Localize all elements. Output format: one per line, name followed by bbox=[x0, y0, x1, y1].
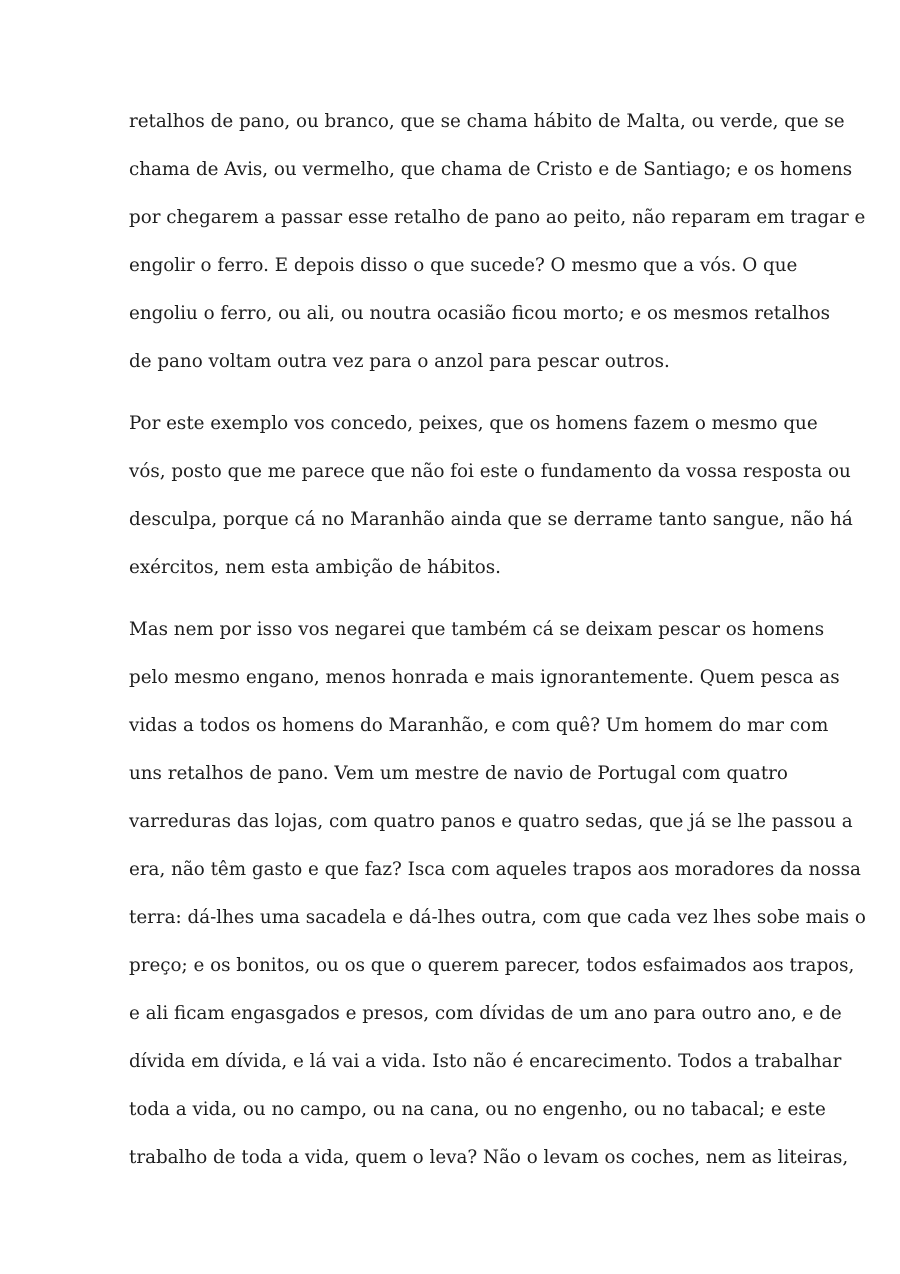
text-line: engolir o ferro. E depois disso o que sucede? O mesmo que a vós. O que bbox=[129, 255, 798, 276]
text-line: terra: dá-lhes uma sacadela e dá-lhes outra, com que cada vez lhes sobe mais o bbox=[129, 907, 866, 928]
document-page bbox=[129, 98, 866, 1196]
text-line: era, não têm gasto e que faz? Isca com aqueles trapos aos moradores da nossa bbox=[129, 859, 861, 880]
text-line: de pano voltam outra vez para o anzol para pescar outros. bbox=[129, 351, 670, 372]
text-line: Mas nem por isso vos negarei que também cá se deixam pescar os homens bbox=[129, 619, 825, 640]
text-line: vós, posto que me parece que não foi este o fundamento da vossa resposta ou bbox=[129, 461, 851, 482]
paragraph-3 bbox=[129, 606, 866, 1182]
paragraph-1 bbox=[129, 98, 866, 386]
text-line: por chegarem a passar esse retalho de pano ao peito, não reparam em tragar e bbox=[129, 207, 866, 228]
text-line: retalhos de pano, ou branco, que se chama hábito de Malta, ou verde, que se bbox=[129, 111, 845, 132]
text-line: vidas a todos os homens do Maranhão, e com quê? Um homem do mar com bbox=[129, 715, 829, 736]
text-line: desculpa, porque cá no Maranhão ainda que se derrame tanto sangue, não há bbox=[129, 509, 853, 530]
text-line: pelo mesmo engano, menos honrada e mais ignorantemente. Quem pesca as bbox=[129, 667, 840, 688]
text-line: preço; e os bonitos, ou os que o querem parecer, todos esfaimados aos trapos, bbox=[129, 955, 855, 976]
text-line: toda a vida, ou no campo, ou na cana, ou no engenho, ou no tabacal; e este bbox=[129, 1099, 826, 1120]
paragraph-2 bbox=[129, 400, 853, 592]
text-line: trabalho de toda a vida, quem o leva? Não o levam os coches, nem as liteiras, bbox=[129, 1147, 849, 1168]
text-line: uns retalhos de pano. Vem um mestre de navio de Portugal com quatro bbox=[129, 763, 788, 784]
text-line: exércitos, nem esta ambição de hábitos. bbox=[129, 557, 501, 578]
text-line: dívida em dívida, e lá vai a vida. Isto não é encarecimento. Todos a trabalhar bbox=[129, 1051, 842, 1072]
text-line: varreduras das lojas, com quatro panos e quatro sedas, que já se lhe passou a bbox=[129, 811, 853, 832]
text-line: engoliu o ferro, ou ali, ou noutra ocasião ficou morto; e os mesmos retalhos bbox=[129, 303, 831, 324]
text-line: Por este exemplo vos concedo, peixes, que os homens fazem o mesmo que bbox=[129, 413, 818, 434]
text-line: chama de Avis, ou vermelho, que chama de Cristo e de Santiago; e os homens bbox=[129, 159, 853, 180]
text-line: e ali ficam engasgados e presos, com dívidas de um ano para outro ano, e de bbox=[129, 1003, 842, 1024]
